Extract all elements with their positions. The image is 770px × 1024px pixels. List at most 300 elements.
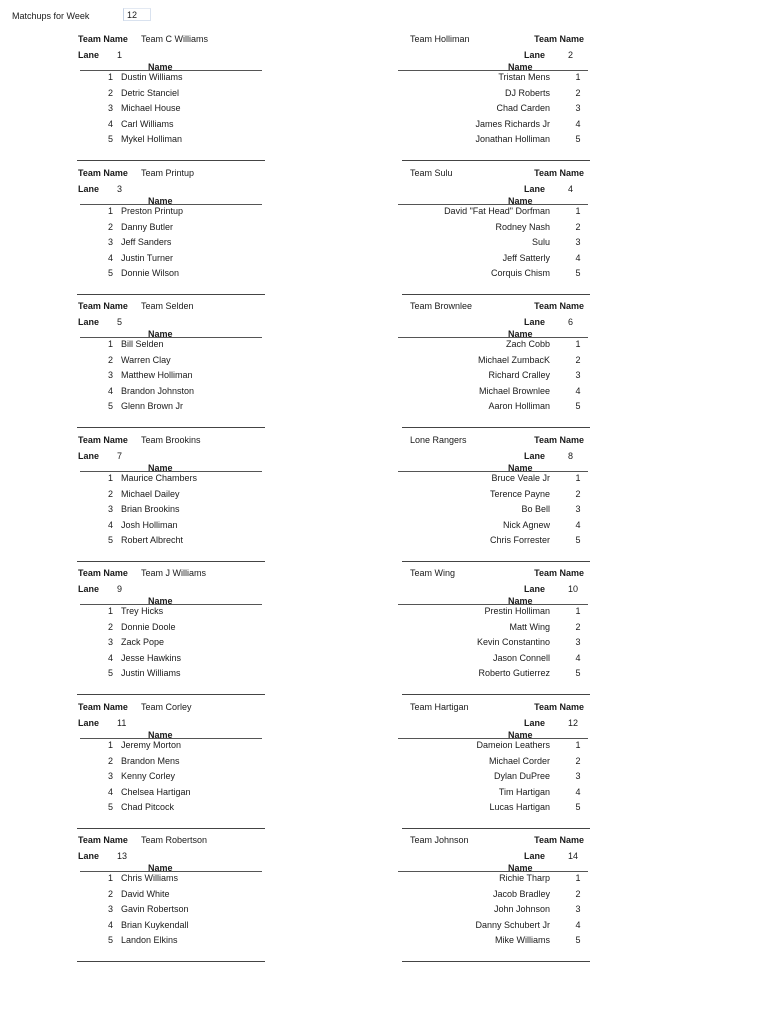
player-number: 4 [107,385,113,396]
player-number: 3 [107,370,113,381]
header-underline [398,471,588,472]
player-name: Corquis Chism [490,268,550,279]
team-name-value: Team Robertson [141,835,208,845]
player-row [77,103,265,117]
player-row [77,253,265,267]
player-name: Zach Cobb [505,339,550,349]
player-row [398,873,590,887]
player-number: 4 [575,252,581,263]
block-separator [77,294,265,295]
matchup-right-block [398,167,590,293]
player-row [77,237,265,251]
lane-value: 5 [117,317,123,327]
player-name: John Johnson [493,904,550,915]
player-name: Jesse Hawkins [121,652,182,663]
name-column-header: Name [508,730,533,740]
player-name: Justin Williams [121,668,181,679]
player-number: 2 [575,488,581,499]
team-name-label: Team Name [534,835,584,845]
lane-value: 7 [117,451,123,461]
player-name: Jason Connell [492,652,550,663]
player-number: 1 [575,206,581,216]
block-separator [77,427,265,428]
player-number: 2 [575,221,581,232]
player-row [77,787,265,801]
player-number: 3 [575,904,581,915]
player-row [398,206,590,220]
lane-value: 11 [117,718,127,728]
player-name: Nick Agnew [502,519,550,530]
player-name: Chelsea Hartigan [121,786,191,797]
player-name: Robert Albrecht [121,535,184,546]
player-number: 4 [575,385,581,396]
player-name: Matt Wing [509,621,550,632]
player-number: 2 [575,621,581,632]
player-number: 3 [575,637,581,648]
player-row [77,771,265,785]
player-name: Mykel Holliman [121,134,183,145]
player-name: Donnie Doole [121,621,176,632]
player-name: Chris Forrester [489,535,550,546]
lane-label: Lane [78,184,100,194]
player-row [77,920,265,934]
player-number: 5 [575,134,581,145]
player-row [77,489,265,503]
name-column-header: Name [148,463,173,473]
block-separator [77,828,265,829]
lane-value: 4 [568,184,574,194]
player-row [77,473,265,487]
player-row [398,103,590,117]
player-row [398,339,590,353]
player-number: 1 [575,473,581,483]
player-name: Brandon Mens [121,755,180,766]
player-name: Roberto Gutierrez [478,668,550,679]
player-name: Tim Hartigan [498,786,550,797]
player-row [77,355,265,369]
player-name: Dameion Leathers [476,740,550,750]
player-number: 1 [107,606,113,616]
player-number: 1 [107,740,113,750]
block-separator [402,828,590,829]
player-number: 1 [107,72,113,82]
player-number: 3 [575,370,581,381]
team-name-label: Team Name [78,34,128,44]
lane-label: Lane [524,50,546,60]
team-name-label: Team Name [78,301,128,311]
player-number: 2 [107,87,113,98]
lane-label: Lane [78,317,100,327]
player-number: 5 [575,935,581,946]
player-row [398,134,590,148]
player-number: 2 [575,354,581,365]
team-name-value: Team Selden [141,301,194,311]
week-label: Matchups for Week [12,11,90,21]
player-row [77,606,265,620]
player-row [398,72,590,86]
player-number: 5 [107,935,113,946]
player-row [77,668,265,682]
name-column-header: Name [148,329,173,339]
player-number: 3 [575,504,581,515]
player-number: 3 [107,504,113,515]
player-row [398,401,590,415]
player-row [77,206,265,220]
player-number: 3 [107,637,113,648]
block-separator [402,294,590,295]
player-name: Tristan Mens [498,72,550,82]
matchup-left-block [77,300,269,426]
player-number: 3 [107,237,113,248]
player-name: Richard Cralley [488,370,550,381]
player-number: 3 [575,237,581,248]
player-row [398,904,590,918]
matchup-right-block [398,300,590,426]
player-number: 5 [107,802,113,813]
team-name-label: Team Name [78,835,128,845]
matchup-left-block [77,434,269,560]
player-row [77,756,265,770]
team-name-label: Team Name [78,168,128,178]
player-row [77,653,265,667]
player-name: Jeff Sanders [121,237,172,248]
player-name: David "Fat Head" Dorfman [444,206,550,216]
player-name: James Richards Jr [475,118,550,129]
player-name: Chad Pitcock [121,802,175,813]
lane-value: 6 [568,317,574,327]
block-separator [402,694,590,695]
lane-value: 2 [568,50,574,60]
player-number: 4 [107,519,113,530]
lane-value: 3 [117,184,123,194]
player-name: Maurice Chambers [121,473,198,483]
player-name: David White [121,888,170,899]
lane-label: Lane [78,50,100,60]
player-number: 1 [107,473,113,483]
week-input[interactable]: 12 [123,8,151,21]
player-number: 5 [107,268,113,279]
block-separator [77,561,265,562]
header-underline [398,70,588,71]
player-name: Josh Holliman [121,519,178,530]
player-number: 4 [107,652,113,663]
player-row [398,222,590,236]
player-name: Dustin Williams [121,72,183,82]
team-name-value: Team Sulu [410,168,453,178]
player-row [77,904,265,918]
player-name: Landon Elkins [121,935,178,946]
player-number: 2 [575,87,581,98]
header-underline [80,738,262,739]
block-separator [77,694,265,695]
player-name: Chris Williams [121,873,178,883]
player-number: 4 [107,919,113,930]
team-name-value: Team C Williams [141,34,209,44]
player-number: 4 [107,786,113,797]
name-column-header: Name [148,62,173,72]
player-row [398,668,590,682]
player-name: Trey Hicks [121,606,164,616]
player-name: Gavin Robertson [121,904,189,915]
player-name: Matthew Holliman [121,370,193,381]
team-name-value: Team Brookins [141,435,201,445]
team-name-value: Team Johnson [410,835,469,845]
player-number: 4 [575,652,581,663]
header-underline [80,337,262,338]
player-name: Danny Butler [121,221,174,232]
player-number: 2 [107,888,113,899]
player-row [77,535,265,549]
lane-value: 8 [568,451,574,461]
player-name: Carl Williams [121,118,174,129]
player-name: Richie Tharp [499,873,550,883]
name-column-header: Name [148,596,173,606]
lane-label: Lane [524,851,546,861]
team-name-value: Team Hartigan [410,702,469,712]
player-name: Preston Printup [121,206,184,216]
team-name-label: Team Name [534,568,584,578]
player-row [77,88,265,102]
header-underline [398,871,588,872]
player-row [398,771,590,785]
name-column-header: Name [508,62,533,72]
team-name-value: Team Brownlee [410,301,473,311]
player-number: 4 [575,118,581,129]
player-name: Justin Turner [121,252,174,263]
player-row [398,473,590,487]
player-name: Rodney Nash [495,221,550,232]
lane-value: 12 [568,718,579,728]
player-row [398,637,590,651]
lane-label: Lane [524,317,546,327]
player-row [398,606,590,620]
player-row [398,355,590,369]
team-name-value: Team Wing [410,568,456,578]
name-column-header: Name [148,730,173,740]
team-name-value: Team Corley [141,702,192,712]
player-number: 4 [575,519,581,530]
player-number: 4 [575,786,581,797]
name-column-header: Name [508,329,533,339]
player-name: Bo Bell [521,504,550,515]
player-row [77,370,265,384]
player-row [77,386,265,400]
name-column-header: Name [148,196,173,206]
player-number: 1 [575,873,581,883]
player-row [398,920,590,934]
player-row [398,802,590,816]
player-name: Dylan DuPree [493,771,550,782]
header-underline [80,204,262,205]
player-number: 3 [107,103,113,114]
player-row [398,935,590,949]
player-number: 1 [575,606,581,616]
player-name: Zack Pope [121,637,165,648]
matchup-left-block [77,33,269,159]
player-number: 1 [575,740,581,750]
matchup-left-block [77,701,269,827]
player-name: Michael ZumbacK [477,354,550,365]
player-name: Terence Payne [489,488,550,499]
player-row [77,889,265,903]
block-separator [77,160,265,161]
lane-label: Lane [524,718,546,728]
name-column-header: Name [508,596,533,606]
player-number: 5 [107,535,113,546]
team-name-label: Team Name [534,435,584,445]
player-name: Michael House [121,103,181,114]
player-number: 4 [107,252,113,263]
team-name-label: Team Name [534,702,584,712]
player-row [77,401,265,415]
player-name: Kevin Constantino [476,637,550,648]
lane-label: Lane [78,451,100,461]
player-row [398,237,590,251]
team-name-label: Team Name [534,168,584,178]
lane-label: Lane [78,584,100,594]
header-underline [80,604,262,605]
player-name: Mike Williams [495,935,550,946]
player-name: Brandon Johnston [121,385,195,396]
lane-label: Lane [524,584,546,594]
matchup-right-block [398,701,590,827]
lane-value: 1 [117,50,123,60]
player-name: Jonathan Holliman [475,134,550,145]
player-row [398,889,590,903]
player-number: 4 [107,118,113,129]
header-underline [398,337,588,338]
block-separator [402,561,590,562]
player-name: Danny Schubert Jr [475,919,550,930]
player-name: DJ Roberts [504,87,550,98]
player-name: Jeremy Morton [121,740,182,750]
player-row [77,222,265,236]
player-row [77,520,265,534]
player-number: 5 [575,802,581,813]
team-name-label: Team Name [534,34,584,44]
header-underline [80,871,262,872]
player-name: Donnie Wilson [121,268,180,279]
team-name-label: Team Name [78,568,128,578]
player-row [77,504,265,518]
block-separator [402,427,590,428]
matchup-left-block [77,834,269,960]
block-separator [402,160,590,161]
player-row [77,873,265,887]
player-row [77,72,265,86]
player-row [398,88,590,102]
player-number: 1 [107,339,113,349]
lane-value: 13 [117,851,128,861]
player-row [398,370,590,384]
player-name: Michael Corder [488,755,550,766]
player-number: 5 [575,268,581,279]
player-name: Chad Carden [496,103,550,114]
header-underline [80,471,262,472]
player-number: 1 [575,339,581,349]
player-row [398,653,590,667]
player-number: 2 [107,221,113,232]
header-underline [398,204,588,205]
player-row [398,504,590,518]
player-name: Michael Brownlee [478,385,550,396]
name-column-header: Name [148,863,173,873]
team-name-label: Team Name [78,435,128,445]
matchup-left-block [77,167,269,293]
player-name: Prestin Holliman [484,606,550,616]
player-name: Brian Brookins [121,504,180,515]
player-row [398,119,590,133]
header-underline [398,738,588,739]
player-number: 1 [107,873,113,883]
player-number: 4 [575,919,581,930]
player-number: 3 [107,771,113,782]
player-name: Bill Selden [121,339,164,349]
player-number: 5 [575,668,581,679]
player-number: 2 [575,888,581,899]
lane-label: Lane [78,851,100,861]
player-name: Bruce Veale Jr [491,473,550,483]
player-number: 5 [575,535,581,546]
matchup-left-block [77,567,269,693]
player-name: Warren Clay [121,354,171,365]
player-number: 2 [107,488,113,499]
player-row [398,253,590,267]
header-underline [398,604,588,605]
team-name-value: Team Printup [141,168,195,178]
lane-value: 10 [568,584,579,594]
player-row [398,740,590,754]
player-number: 5 [107,668,113,679]
matchup-right-block [398,434,590,560]
team-name-value: Team J Williams [141,568,207,578]
player-name: Detric Stanciel [121,87,180,98]
player-row [398,756,590,770]
player-row [398,520,590,534]
player-name: Sulu [531,237,550,248]
player-name: Jacob Bradley [492,888,550,899]
player-row [77,935,265,949]
player-name: Michael Dailey [121,488,180,499]
name-column-header: Name [508,463,533,473]
player-number: 2 [107,354,113,365]
lane-value: 9 [117,584,123,594]
player-number: 2 [107,621,113,632]
player-number: 2 [107,755,113,766]
player-row [398,489,590,503]
matchup-right-block [398,834,590,960]
team-name-label: Team Name [534,301,584,311]
team-name-value: Lone Rangers [410,435,467,445]
block-separator [402,961,590,962]
player-number: 1 [107,206,113,216]
player-row [398,268,590,282]
player-row [77,119,265,133]
player-row [77,637,265,651]
player-row [398,386,590,400]
name-column-header: Name [508,196,533,206]
player-number: 5 [575,401,581,412]
player-name: Brian Kuykendall [121,919,189,930]
matchup-right-block [398,33,590,159]
player-name: Glenn Brown Jr [121,401,184,412]
player-number: 3 [575,103,581,114]
player-row [77,802,265,816]
player-row [398,787,590,801]
team-name-label: Team Name [78,702,128,712]
team-name-value: Team Holliman [410,34,470,44]
matchup-right-block [398,567,590,693]
